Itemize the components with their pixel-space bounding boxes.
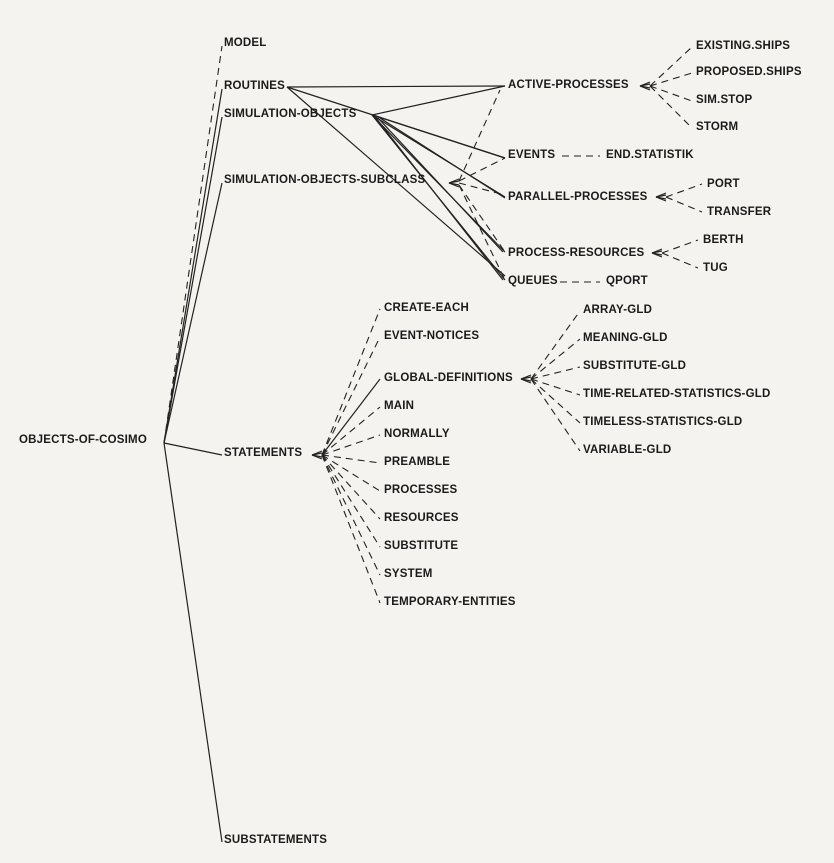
node-queues: QUEUES xyxy=(508,275,558,287)
edge-statements-child-0 xyxy=(322,309,380,455)
node-parallel-processes: PARALLEL-PROCESSES xyxy=(508,191,648,203)
node-preamble: PREAMBLE xyxy=(384,456,451,468)
node-tug: TUG xyxy=(703,262,728,274)
edge-simobj-queues-2 xyxy=(376,118,503,280)
node-substatements: SUBSTATEMENTS xyxy=(224,834,328,846)
edge-procres-tug xyxy=(662,253,698,268)
node-port: PORT xyxy=(707,178,740,190)
edge-procres-berth xyxy=(662,240,698,253)
node-normally: NORMALLY xyxy=(384,428,450,440)
node-objects-of-cosimo: OBJECTS-OF-COSIMO xyxy=(19,434,147,446)
node-substitute: SUBSTITUTE xyxy=(384,540,459,552)
edge-active-proposed xyxy=(650,73,692,86)
edge-root-routines xyxy=(164,89,222,443)
node-existing-ships: EXISTING.SHIPS xyxy=(696,40,791,52)
edge-root-substatements xyxy=(164,443,222,842)
node-storm: STORM xyxy=(696,121,739,133)
node-simulation-objects-subclass: SIMULATION-OBJECTS-SUBCLASS xyxy=(224,174,426,186)
edge-globdef-child-3 xyxy=(531,379,580,395)
node-sim-stop: SIM.STOP xyxy=(696,94,753,106)
edge-statements-child-4 xyxy=(322,435,380,455)
node-end-statistik: END.STATISTIK xyxy=(606,149,694,161)
edge-parallel-port xyxy=(666,184,702,197)
edge-statements-child-10 xyxy=(322,455,380,603)
edge-statements-child-6 xyxy=(322,455,380,491)
edge-globdef-child-5 xyxy=(531,379,580,451)
node-substitute-gld: SUBSTITUTE-GLD xyxy=(583,360,687,372)
node-temporary-entities: TEMPORARY-ENTITIES xyxy=(384,596,516,608)
node-array-gld: ARRAY-GLD xyxy=(583,304,653,316)
node-event-notices: EVENT-NOTICES xyxy=(384,330,480,342)
node-simulation-objects: SIMULATION-OBJECTS xyxy=(224,108,357,120)
node-berth: BERTH xyxy=(703,234,744,246)
node-meaning-gld: MEANING-GLD xyxy=(583,332,668,344)
edge-statements-child-9 xyxy=(322,455,380,575)
node-resources: RESOURCES xyxy=(384,512,459,524)
edge-parallel-transfer xyxy=(666,197,702,212)
node-events: EVENTS xyxy=(508,149,556,161)
edge-routines-active xyxy=(287,86,505,87)
edge-active-storm xyxy=(650,86,692,128)
edge-active-simstop xyxy=(650,86,692,101)
edge-root-model xyxy=(164,46,222,443)
node-timeless-statistics-gld: TIMELESS-STATISTICS-GLD xyxy=(583,416,743,428)
edge-globdef-child-4 xyxy=(531,379,580,423)
edge-subclass-parallel xyxy=(459,183,505,195)
node-main: MAIN xyxy=(384,400,415,412)
node-process-resources: PROCESS-RESOURCES xyxy=(508,247,645,259)
edge-root-simulation-objects xyxy=(164,117,222,443)
node-time-related-statistics-gld: TIME-RELATED-STATISTICS-GLD xyxy=(583,388,771,400)
edge-statements-child-7 xyxy=(322,455,380,519)
node-global-definitions: GLOBAL-DEFINITIONS xyxy=(384,372,513,384)
edge-subclass-events xyxy=(459,158,505,181)
edge-simobj-events xyxy=(372,115,505,158)
node-statements: STATEMENTS xyxy=(224,447,303,459)
node-system: SYSTEM xyxy=(384,568,433,580)
node-routines: ROUTINES xyxy=(224,80,286,92)
node-model: MODEL xyxy=(224,37,267,49)
node-create-each: CREATE-EACH xyxy=(384,302,470,314)
node-processes: PROCESSES xyxy=(384,484,458,496)
node-qport: QPORT xyxy=(606,275,648,287)
node-proposed-ships: PROPOSED.SHIPS xyxy=(696,66,802,78)
edge-statements-child-3 xyxy=(322,407,380,455)
node-transfer: TRANSFER xyxy=(707,206,772,218)
node-active-processes: ACTIVE-PROCESSES xyxy=(508,79,629,91)
edge-active-existing xyxy=(650,47,692,86)
edge-root-simulation-objects-subclass xyxy=(164,183,222,443)
edge-statements-child-2 xyxy=(322,379,380,455)
edge-simobj-active xyxy=(372,86,505,115)
edge-statements-child-8 xyxy=(322,455,380,547)
edge-statements-child-5 xyxy=(322,455,380,463)
edge-root-statements xyxy=(164,443,222,455)
edge-statements-child-1 xyxy=(322,337,380,455)
edge-subclass-active xyxy=(459,90,500,181)
node-variable-gld: VARIABLE-GLD xyxy=(583,444,672,456)
